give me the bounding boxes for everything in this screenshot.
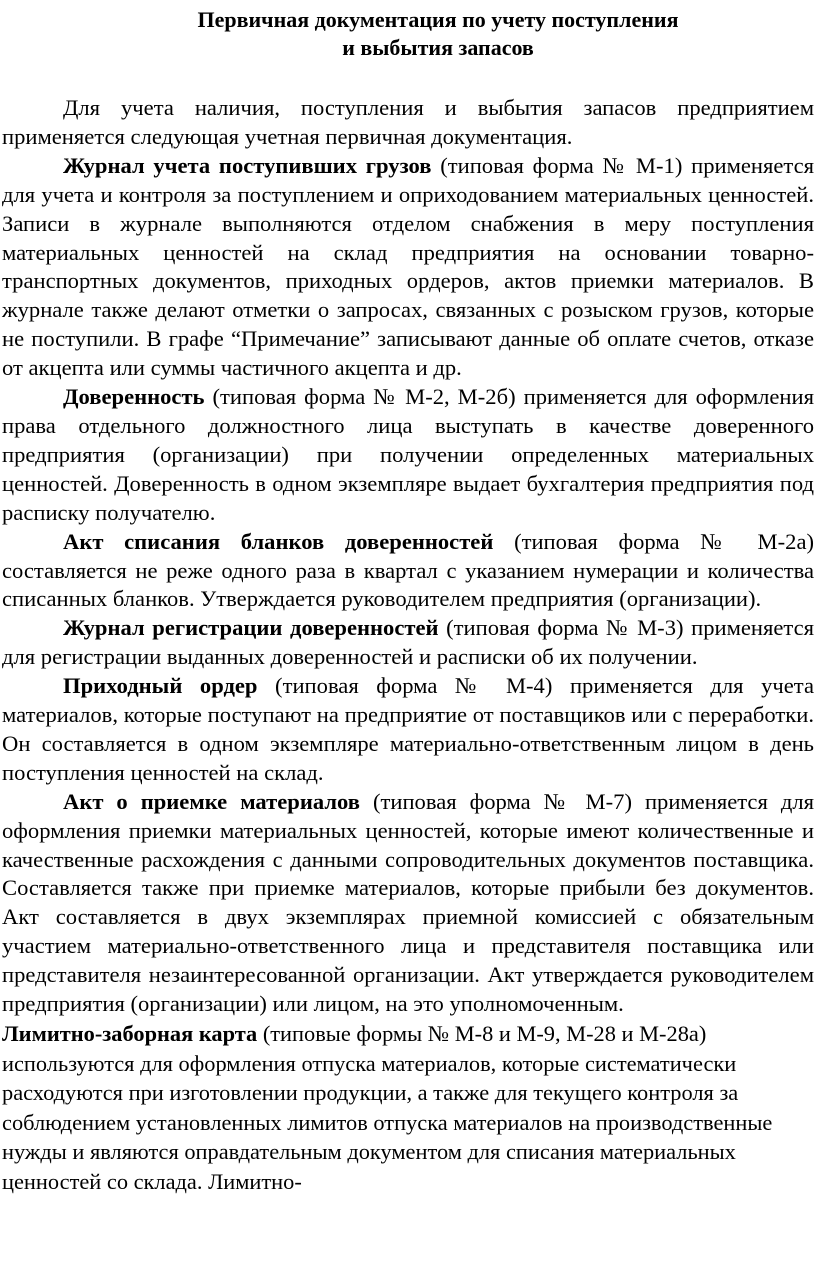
term-heading: Акт списания бланков доверенностей [63,528,494,554]
term-heading: Лимитно-заборная карта [2,1021,258,1046]
paragraph-text: (типовая форма № М-2, М-2б) применяется для оформления права отдельного должностного лица выступать в качестве доверенного предприятия (организации) при получении определенных материальных ценностей. Доверенность в одном экземпляре выдает бухгалтерия предприятия под расписку получателю. [2,384,814,525]
paragraph-limit-card [2,1019,814,1196]
paragraph-intro [2,94,814,152]
paragraph-power-of-attorney [2,383,814,528]
page-title [2,6,814,62]
paragraph-text: (типовая форма № М-2а) составляется не реже одного раза в квартал с указанием нумерации и количества списанных бланков. Утверждается руководителем предприятия (организации). [2,528,814,612]
paragraph-receipt-order [2,672,814,788]
term-heading: Акт о приемке материалов [63,788,360,814]
title-line-2: и выбытия запасов [342,35,534,60]
term-heading: Доверенность [63,384,205,410]
paragraph-journal-received-goods [2,152,814,383]
paragraph-attorney-register [2,614,814,672]
paragraph-text: (типовые формы № М-8 и М-9, М-28 и М-28а) используются для оформления отпуска материалов, которые систематически расходуются при изготовлении продукции, а также для текущего контроля за соблюдением установленных лимитов отпуска материалов на производственные нужды и являются оправдательным документом для списания материальных ценностей со склада. Лимитно- [2,1021,773,1194]
term-heading: Приходный ордер [63,673,258,699]
paragraph-text: (типовая форма № М-3) применяется для регистрации выданных доверенностей и расписки об их получении. [2,615,814,670]
paragraph-text: (типовая форма № М-4) применяется для учета материалов, которые поступают на предприятие от поставщиков или с переработки. Он составляется в одном экземпляре материально-ответственным лицом в день поступления ценностей на склад. [2,673,814,785]
paragraph-text: (типовая форма № М-7) применяется для оформления приемки материальных ценностей, которые имеют количественные и качественные расхождения с данными сопроводительных документов поставщика. Составляется также при приемке материалов, которые прибыли без документов. Акт составляется в двух экземплярах приемной комиссией с обязательным участием материально-ответственного лица и представителя поставщика или представителя незаинтересованной организации. Акт утверждается руководителем предприятия (организации) или лицом, на это уполномоченным. [2,788,814,1017]
term-heading: Журнал учета поступивших грузов [63,152,432,178]
paragraph-text: Для учета наличия, поступления и выбытия запасов предприятием применяется следующая учетная первичная документация. [2,95,814,149]
paragraph-text: (типовая форма № М-1) применяется для учета и контроля за поступлением и оприходованием материальных ценностей. Записи в журнале выполняются отделом снабжения в меру поступления материальных ценностей на склад предприятия на основании товарно-транспортных документов, приходных ордеров, актов приемки материалов. В журнале также делают отметки о запросах, связанных с розыском грузов, которые не поступили. В графе “Примечание” записывают данные об оплате счетов, отказе от акцепта или суммы частичного акцепта и др. [2,152,814,381]
term-heading: Журнал регистрации доверенностей [63,615,439,641]
title-line-1: Первичная документация по учету поступления [197,7,679,32]
paragraph-write-off-act [2,528,814,615]
paragraph-acceptance-act [2,788,814,1019]
